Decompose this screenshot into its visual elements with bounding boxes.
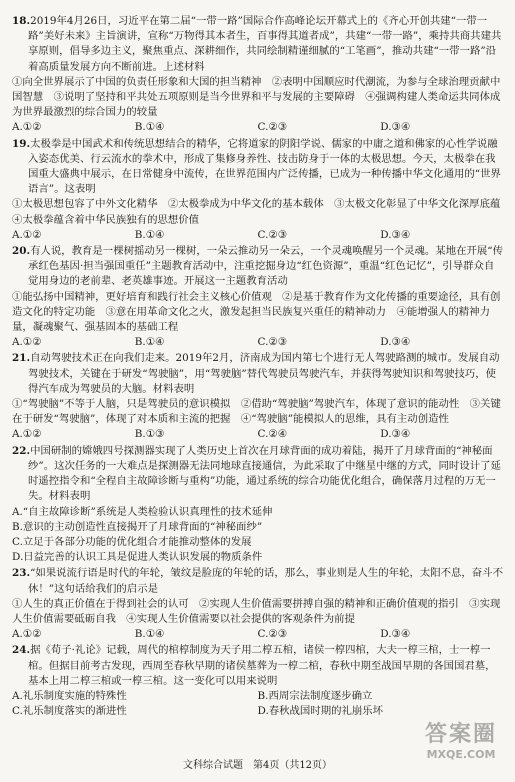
question-options: ①太极思想包容了中外文化精华 ②太极拳成为中华文化的基本载体 ③太极文化彰显了中华文化深厚底蕴 ④太极拳蕴含着中华民族独有的思想价值 — [12, 198, 511, 226]
choice-d: D.春秋战国时期的礼崩乐坏 — [257, 705, 384, 718]
question-number: 20. — [12, 245, 31, 258]
watermark-subtext: MXQE.COM — [426, 748, 496, 761]
choice-d: D.③④ — [380, 428, 411, 441]
question-number: 19. — [12, 137, 31, 150]
question-18 — [12, 14, 503, 136]
question-stem: “如果说流行语是时代的年轮，皱纹是脸庞的年轮的话，那么，事业则是人生的年轮，太阳不息，奋斗不休！”这句话给我们的启示是 — [28, 567, 503, 595]
question-number: 22. — [12, 444, 31, 457]
choice-a: A.①② — [12, 336, 42, 349]
choice-c: C.②④ — [257, 428, 288, 441]
choice-d: D.③④ — [380, 336, 411, 349]
question-stem: 中国研制的嫦娥四号探测器实现了人类历史上首次在月球背面的成功着陆，揭开了月球背面的“神秘面纱”。这次任务的一大难点是探测器无法同地球直接通信，为此采取了中继星中继的方式，同时设计了延时遥控指令和“全程自主故障诊断与重构”功能，通过系统的综合功能优化组合，确保落月过程的万无一失。材料表明 — [28, 444, 501, 503]
option-a: A.“自主故障诊断”系统是人类检验认识真理性的技术延伸 — [12, 505, 273, 518]
question-24 — [12, 643, 503, 719]
answer-choices-row-1 — [12, 689, 503, 704]
watermark-logo — [413, 722, 509, 774]
choice-c: C.②③ — [257, 628, 288, 641]
choice-a: A.①② — [12, 628, 42, 641]
choice-b: B.①④ — [134, 121, 165, 134]
question-21 — [12, 351, 503, 442]
choice-b: B.①④ — [134, 228, 165, 241]
question-number: 23. — [12, 567, 31, 580]
answer-choices — [12, 335, 503, 350]
option-b: B.意识的主动创造性直接揭开了月球背面的“神秘面纱” — [12, 520, 263, 533]
page-footer: 文科综合试题 第4页（共12页） — [182, 760, 333, 771]
answer-choices — [12, 627, 503, 642]
question-options: ①能弘扬中国精神，更好培育和践行社会主义核心价值观 ②是基于教育作为文化传播的重要途径，具有创造文化的特定功能 ③意在用革命文化之火，激发起担当民族复兴重任的精神动力 ④能增强人的精神力量，凝魂聚气、强基固本的基础工程 — [12, 290, 501, 334]
choice-d: D.③④ — [380, 628, 411, 641]
option-d: D.日益完善的认识工具是促进人类认识发展的物质条件 — [12, 551, 263, 564]
choice-b: B.西周宗法制度逐步确立 — [257, 689, 373, 702]
choice-c: C.②③ — [257, 121, 288, 134]
question-options: ①人生的真正价值在于得到社会的认可 ②实现人生价值需要拼搏自强的精神和正确价值观的指引 ③实现人生价值需要砥砺自我 ④实现人生价值需要以社会提供的客观条件为前提 — [12, 597, 501, 625]
question-number: 24. — [12, 644, 31, 657]
watermark-text: 答案圈 — [424, 722, 497, 747]
question-number: 18. — [12, 15, 31, 27]
answer-choices — [12, 228, 503, 243]
answer-choices — [12, 120, 503, 135]
choice-b: B.①④ — [134, 628, 165, 641]
choice-a: A.①② — [12, 228, 42, 241]
question-19 — [12, 137, 511, 243]
question-stem: 2019年4月26日，习近平在第二届“一带一路”国际合作高峰论坛开幕式上的《齐心开创共建“一带一路”美好未来》主旨演讲，宣称“万物得其本者生，百事得其道者成”，共建“一带一路”，乘持共商共建共享原则，倡导多边主义，聚焦重点、深耕细作，共同绘制精谨细腻的“工笔画”，推动共建“一带一路”沿着高质量发展方向不断前进。上述材料 — [28, 15, 502, 73]
question-options: ①向全世界展示了中国的负责任形象和大国的担当精神 ②表明中国顺应时代潮流，为参与全球治理贡献中国智慧 ③说明了坚持和平共处五项原则是当今世界和平与发展的主要障碍 ④强调构建人类命运共同体成为世界最激烈的综合国力的较量 — [12, 75, 501, 119]
choice-c: C.②③ — [257, 228, 288, 241]
choice-a: A.礼乐制度实施的特殊性 — [12, 689, 127, 702]
question-options: ①“驾驶脑”不等于人脑，只是驾驶员的意识模拟 ②借助“驾驶脑”驾驶汽车，体现了意识的能动性 ③关键在于研发“驾驶脑”，体现了对本质和主流的把握 ④“驾驶脑”能模拟人的思维，具有主动创造性 — [12, 398, 501, 426]
choice-d: D.③④ — [380, 228, 411, 241]
choice-d: D.③④ — [380, 121, 411, 134]
exam-page — [12, 14, 511, 720]
answer-choices — [12, 427, 503, 442]
question-stem: 自动驾驶技术正在向我们走来。2019年2月，济南成为国内第七个进行无人驾驶路测的城市。发展自动驾驶技术，关键在于研发“驾驶脑”，用“驾驶脑”替代驾驶员驾驶汽车，并获得驾驶知识和驾驶技巧，使得汽车成为驾驶员的大脑。材料表明 — [28, 352, 500, 395]
choice-c: C.礼乐制度落实的渐进性 — [12, 705, 127, 718]
question-stem: 太极拳是中国武术和传统思想结合的精华，它将道家的阴阳学说、儒家的中庸之道和佛家的心性学说融入姿态优美、行云流水的拳术中，形成了集修身养性、技击防身于一体的太极思想。今天，太极拳在我国重大盛典中展示，在日常健身中流传，在世界范围内广泛传播，已成为一种传播中华文化通用的“世界语言”。这表明 — [28, 137, 501, 196]
question-22 — [12, 444, 503, 566]
choice-b: B.①③ — [134, 428, 165, 441]
question-number: 21. — [12, 352, 31, 365]
choice-b: B.①④ — [134, 336, 165, 349]
choice-c: C.②③ — [257, 336, 288, 349]
choice-a: A.①② — [12, 428, 42, 441]
question-20 — [12, 244, 503, 350]
question-stem: 有人说，教育是一棵树摇动另一棵树，一朵云推动另一朵云，一个灵魂唤醒另一个灵魂。某地在开展“传承红色基因·担当强国重任”主题教育活动中，注重挖掘身边“红色资源”，重温“红色记忆”，引导群众自觉用身边的老前辈、老英雄事迹。开展这一主题教育活动 — [28, 245, 503, 288]
question-stem: 据《荀子·礼论》记载，周代的棺椁制度为天子用二椁五棺，诸侯一椁四棺，大夫一椁三棺，士一椁一棺。但据目前考古发现，西周至春秋早期的诸侯墓葬为一椁二棺，春秋中期至战国早期的各国国君墓，基本上用二椁三棺或一椁三棺。这一变化可以用来说明 — [28, 644, 496, 687]
question-23 — [12, 566, 503, 642]
answer-choices-row-2 — [12, 704, 503, 719]
choice-a: A.①② — [12, 121, 42, 134]
option-c: C.立足于各部分功能的优化组合才能推动整体的发展 — [12, 535, 252, 548]
